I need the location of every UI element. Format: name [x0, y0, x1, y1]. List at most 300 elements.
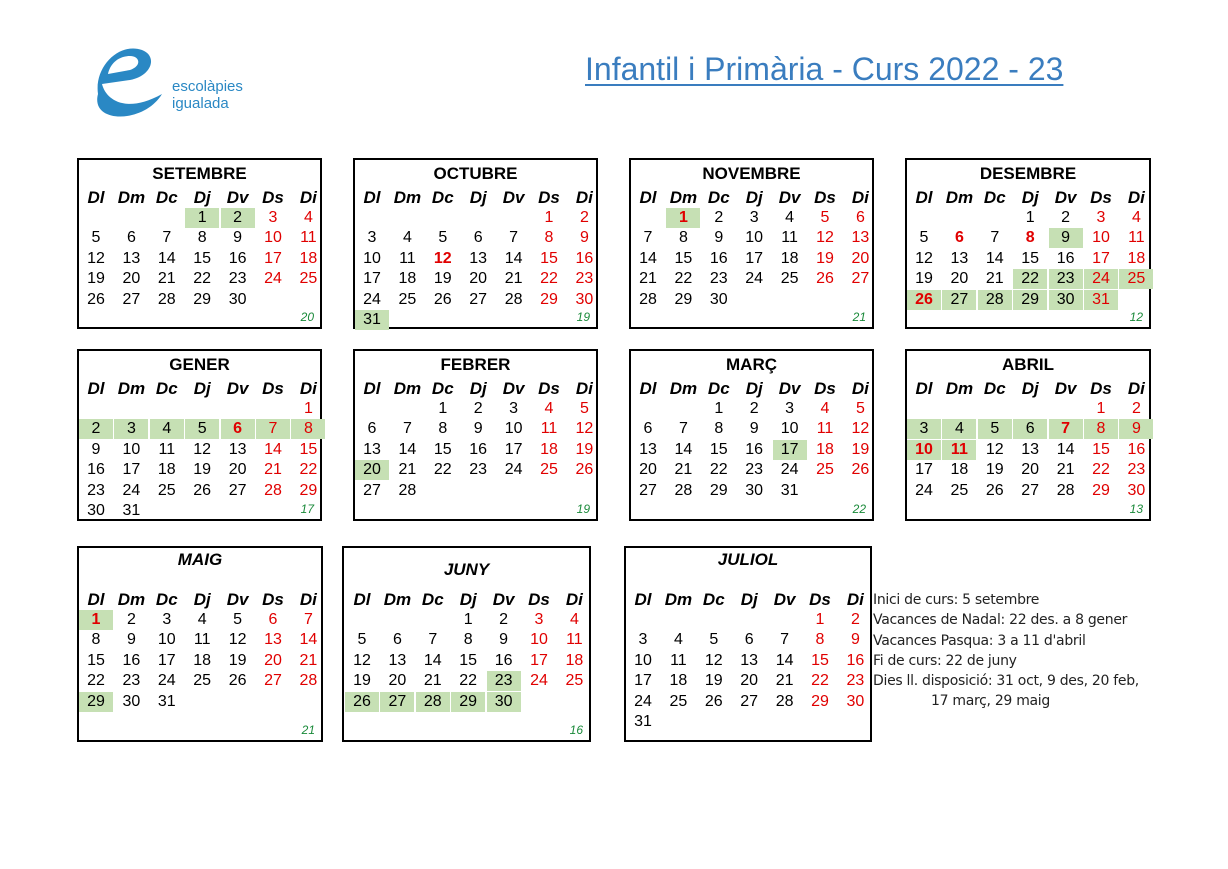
- day-cell: 23: [228, 270, 247, 288]
- school-days-count: 20: [300, 310, 314, 324]
- month-setembre: [77, 158, 322, 329]
- day-cell: 16: [745, 440, 764, 458]
- day-cell: 2: [714, 209, 724, 226]
- month-title: NOVEMBRE: [702, 164, 801, 183]
- day-header: Ds: [262, 590, 284, 609]
- day-cell: 31: [157, 692, 176, 710]
- day-cell: 25: [398, 290, 417, 308]
- day-cell: 30: [228, 290, 247, 308]
- day-cell: 21: [299, 651, 318, 669]
- day-header: Dj: [1021, 188, 1039, 207]
- day-cell: 15: [433, 440, 452, 458]
- day-cell: 23: [745, 461, 764, 479]
- day-header: Dj: [469, 188, 487, 207]
- day-cell: 6: [367, 420, 377, 438]
- day-cell: 16: [228, 249, 247, 267]
- day-cell: 10: [504, 420, 523, 438]
- day-cell: 5: [233, 611, 243, 628]
- day-cell: 25: [669, 692, 688, 710]
- day-header: Dv: [502, 188, 525, 207]
- day-cell: 21: [504, 270, 523, 288]
- day-cell: 9: [714, 229, 724, 247]
- day-cell: 28: [416, 692, 450, 712]
- day-cell: 7: [780, 631, 790, 649]
- day-cell: 21: [674, 461, 693, 479]
- day-cell: 8: [1084, 419, 1118, 439]
- day-cell: 8: [678, 229, 688, 247]
- day-header: Dm: [117, 379, 146, 398]
- day-cell: 12: [353, 651, 371, 669]
- day-cell: 13: [740, 651, 759, 669]
- day-cell: 25: [816, 461, 834, 479]
- day-cell: 8: [91, 631, 101, 649]
- month-abril: [905, 349, 1151, 521]
- month-marc: [629, 349, 874, 521]
- day-header: Dl: [915, 188, 933, 207]
- day-cell: 16: [469, 440, 488, 458]
- day-header: Dm: [669, 188, 698, 207]
- day-cell: 5: [91, 229, 101, 247]
- day-header: Dc: [155, 379, 178, 398]
- day-cell: 16: [494, 651, 513, 669]
- day-cell: 13: [264, 631, 282, 649]
- day-cell: 27: [122, 290, 141, 308]
- day-cell: 20: [264, 651, 282, 669]
- month-novembre: [629, 158, 874, 329]
- day-header: Dm: [669, 379, 698, 398]
- day-cell: 27: [363, 481, 381, 499]
- day-cell: 9: [499, 631, 509, 649]
- day-cell: 17: [1092, 249, 1110, 267]
- day-header: Dc: [983, 379, 1006, 398]
- day-cell: 5: [357, 631, 367, 649]
- day-header: Dl: [639, 379, 657, 398]
- day-cell: 6: [221, 419, 255, 439]
- day-cell: 30: [709, 290, 728, 308]
- day-header: Dj: [745, 379, 763, 398]
- day-header: Dv: [226, 590, 249, 609]
- day-cell: 26: [345, 692, 379, 712]
- day-cell: 8: [438, 420, 448, 438]
- day-cell: 17: [264, 249, 282, 267]
- day-cell: 19: [816, 249, 834, 267]
- day-cell: 23: [709, 270, 728, 288]
- day-cell: 15: [459, 651, 478, 669]
- day-cell: 24: [157, 672, 176, 690]
- day-cell: 28: [504, 290, 523, 308]
- day-cell: 4: [1131, 209, 1141, 226]
- day-cell: 29: [1092, 481, 1110, 499]
- day-cell: 23: [846, 672, 865, 690]
- day-cell: 1: [815, 611, 825, 628]
- school-days-count: 21: [301, 723, 315, 737]
- day-header: Dm: [117, 188, 146, 207]
- day-cell: 9: [1119, 419, 1153, 439]
- day-cell: 10: [907, 440, 941, 460]
- day-header: Ds: [809, 590, 831, 609]
- day-cell: 5: [438, 229, 448, 247]
- day-cell: 4: [544, 400, 554, 417]
- day-cell: 22: [540, 270, 558, 288]
- day-cell: 22: [674, 270, 693, 288]
- day-cell: 4: [569, 611, 579, 628]
- day-cell: 17: [530, 651, 548, 669]
- day-header: Dc: [155, 590, 178, 609]
- day-cell: 9: [1049, 228, 1083, 248]
- day-cell: 31: [634, 713, 652, 730]
- day-cell: 1: [1025, 209, 1035, 226]
- day-cell: 19: [228, 651, 247, 669]
- day-cell: 22: [1092, 461, 1110, 479]
- day-cell: 30: [122, 692, 141, 710]
- day-cell: 9: [579, 229, 589, 247]
- day-cell: 28: [398, 481, 417, 499]
- day-cell: 31: [780, 481, 799, 499]
- month-title: FEBRER: [440, 355, 511, 374]
- day-cell: 13: [388, 651, 407, 669]
- day-cell: 27: [228, 481, 247, 499]
- month-octubre: [353, 158, 598, 329]
- day-cell: 2: [473, 400, 483, 417]
- school-days-count: 21: [852, 310, 866, 324]
- day-header: Di: [851, 188, 869, 207]
- day-cell: 10: [122, 440, 141, 458]
- day-header: Dv: [773, 590, 796, 609]
- day-cell: 9: [749, 420, 759, 438]
- month-title: ABRIL: [1002, 355, 1054, 374]
- day-header: Dl: [87, 590, 105, 609]
- day-header: Dv: [1054, 188, 1077, 207]
- day-cell: 29: [674, 290, 693, 308]
- day-cell: 11: [300, 229, 317, 247]
- day-cell: 30: [745, 481, 764, 499]
- day-cell: 13: [363, 440, 381, 458]
- day-header: Dj: [745, 188, 763, 207]
- day-cell: 17: [634, 672, 652, 690]
- note-easter: Vacances Pasqua: 3 a 11 d'abril: [873, 632, 1086, 649]
- day-cell: 18: [157, 461, 176, 479]
- day-cell: 10: [530, 631, 548, 649]
- day-cell: 21: [398, 461, 417, 479]
- day-cell: 24: [780, 461, 799, 479]
- day-cell: 14: [1056, 440, 1075, 458]
- day-cell: 28: [157, 290, 176, 308]
- day-header: Dj: [459, 590, 477, 609]
- day-header: Di: [1127, 188, 1145, 207]
- day-cell: 23: [87, 481, 105, 499]
- day-header: Ds: [538, 188, 560, 207]
- day-cell: 7: [678, 420, 688, 438]
- note-start: Inici de curs: 5 setembre: [873, 592, 1040, 608]
- day-cell: 11: [566, 631, 583, 649]
- day-cell: 20: [950, 270, 969, 288]
- day-cell: 27: [264, 672, 282, 690]
- day-cell: 10: [634, 651, 652, 669]
- day-cell: 21: [423, 672, 442, 690]
- day-cell: 17: [363, 270, 381, 288]
- day-cell: 26: [851, 461, 870, 479]
- day-cell: 26: [228, 672, 247, 690]
- day-cell: 19: [193, 461, 212, 479]
- day-cell: 8: [815, 631, 825, 649]
- day-cell: 8: [1025, 229, 1035, 247]
- month-title: MARÇ: [726, 355, 777, 374]
- day-cell: 19: [985, 461, 1004, 479]
- day-cell: 13: [469, 249, 488, 267]
- day-cell: 11: [399, 249, 416, 267]
- day-cell: 23: [122, 672, 141, 690]
- day-cell: 3: [509, 400, 519, 417]
- day-cell: 18: [669, 672, 688, 690]
- day-cell: 12: [575, 420, 594, 438]
- day-cell: 13: [851, 229, 870, 247]
- day-cell: 14: [299, 631, 318, 649]
- day-header: Ds: [538, 379, 560, 398]
- day-header: Dl: [87, 188, 105, 207]
- school-days-count: 12: [1129, 310, 1143, 324]
- day-cell: 18: [193, 651, 212, 669]
- day-cell: 22: [459, 672, 478, 690]
- day-cell: 12: [228, 631, 247, 649]
- day-cell: 26: [704, 692, 723, 710]
- day-header: Ds: [262, 188, 284, 207]
- day-cell: 19: [851, 440, 870, 458]
- day-header: Dj: [193, 188, 211, 207]
- day-cell: 9: [473, 420, 483, 438]
- day-cell: 6: [855, 209, 865, 226]
- day-header: Dj: [469, 379, 487, 398]
- day-cell: 13: [122, 249, 141, 267]
- day-header: Dv: [778, 188, 801, 207]
- day-cell: 25: [299, 270, 318, 288]
- day-cell: 3: [749, 209, 759, 226]
- day-header: Dj: [193, 590, 211, 609]
- day-cell: 17: [157, 651, 176, 669]
- day-cell: 7: [303, 611, 313, 628]
- month-gener: [77, 349, 322, 521]
- day-cell: 14: [985, 249, 1004, 267]
- month-title: JUNY: [443, 560, 490, 579]
- day-cell: 8: [463, 631, 473, 649]
- day-cell: 1: [714, 400, 724, 417]
- day-cell: 22: [299, 461, 318, 479]
- day-cell: 28: [978, 290, 1012, 310]
- day-cell: 30: [846, 692, 865, 710]
- month-desembre: [905, 158, 1151, 329]
- month-title: DESEMBRE: [979, 164, 1077, 183]
- month-maig: [77, 546, 323, 742]
- day-cell: 26: [907, 290, 941, 310]
- day-cell: 15: [674, 249, 693, 267]
- day-cell: 20: [639, 461, 657, 479]
- day-cell: 11: [942, 440, 976, 460]
- school-days-count: 19: [576, 310, 590, 324]
- day-cell: 11: [781, 229, 798, 247]
- day-cell: 21: [157, 270, 176, 288]
- day-cell: 22: [709, 461, 728, 479]
- day-cell: 15: [709, 440, 728, 458]
- month-juny: [342, 546, 591, 742]
- day-cell: 24: [122, 481, 141, 499]
- day-cell: 19: [353, 672, 371, 690]
- day-cell: 18: [816, 440, 834, 458]
- day-cell: 29: [709, 481, 728, 499]
- day-header: Ds: [1090, 379, 1112, 398]
- day-cell: 15: [1092, 440, 1110, 458]
- day-cell: 13: [639, 440, 657, 458]
- note-christmas: Vacances de Nadal: 22 des. a 8 gener: [873, 612, 1128, 629]
- day-cell: 21: [1056, 461, 1075, 479]
- day-cell: 25: [565, 672, 584, 690]
- day-cell: 14: [674, 440, 693, 458]
- day-cell: 19: [915, 270, 933, 288]
- day-cell: 27: [851, 270, 870, 288]
- day-cell: 1: [303, 400, 313, 417]
- day-cell: 31: [122, 502, 141, 519]
- day-cell: 12: [704, 651, 723, 669]
- day-cell: 20: [851, 249, 870, 267]
- day-cell: 23: [487, 671, 521, 691]
- day-header: Dm: [393, 379, 422, 398]
- day-header: Ds: [262, 379, 284, 398]
- day-cell: 5: [820, 209, 830, 226]
- day-cell: 1: [79, 610, 113, 630]
- day-cell: 18: [780, 249, 799, 267]
- day-cell: 26: [985, 481, 1004, 499]
- day-header: Dl: [353, 590, 371, 609]
- day-cell: 3: [638, 631, 648, 649]
- day-header: Di: [846, 590, 864, 609]
- day-cell: 7: [162, 229, 172, 247]
- day-header: Dc: [707, 379, 730, 398]
- day-cell: 18: [398, 270, 417, 288]
- day-cell: 30: [1049, 290, 1083, 310]
- day-cell: 6: [268, 611, 278, 628]
- day-cell: 6: [392, 631, 402, 649]
- day-header: Dl: [915, 379, 933, 398]
- day-cell: 13: [228, 440, 247, 458]
- day-cell: 29: [299, 481, 318, 499]
- day-cell: 4: [673, 631, 683, 649]
- day-cell: 29: [540, 290, 558, 308]
- day-cell: 6: [1013, 419, 1047, 439]
- day-cell: 17: [773, 440, 807, 460]
- note-free-days: Dies ll. disposició: 31 oct, 9 des, 20 feb,: [873, 673, 1139, 690]
- day-cell: 29: [1013, 290, 1047, 310]
- day-cell: 15: [299, 440, 318, 458]
- day-cell: 7: [402, 420, 412, 438]
- day-cell: 3: [785, 400, 795, 417]
- day-cell: 6: [954, 229, 964, 247]
- day-cell: 16: [1056, 249, 1075, 267]
- day-cell: 14: [398, 440, 417, 458]
- day-header: Di: [565, 590, 583, 609]
- day-cell: 20: [388, 672, 407, 690]
- day-header: Di: [575, 188, 593, 207]
- day-cell: 20: [469, 270, 488, 288]
- day-cell: 27: [639, 481, 657, 499]
- day-cell: 5: [855, 400, 865, 417]
- day-cell: 29: [193, 290, 212, 308]
- day-cell: 2: [499, 611, 509, 628]
- day-header: Dc: [431, 379, 454, 398]
- day-cell: 12: [193, 440, 212, 458]
- day-cell: 5: [709, 631, 719, 649]
- day-cell: 13: [950, 249, 969, 267]
- day-cell: 31: [355, 310, 389, 330]
- day-cell: 7: [1049, 419, 1083, 439]
- day-header: Dm: [117, 590, 146, 609]
- day-header: Di: [299, 590, 317, 609]
- day-cell: 9: [850, 631, 860, 649]
- day-cell: 20: [740, 672, 759, 690]
- day-cell: 3: [114, 419, 148, 439]
- day-cell: 23: [1049, 269, 1083, 289]
- day-cell: 8: [714, 420, 724, 438]
- day-cell: 24: [634, 692, 652, 710]
- day-header: Ds: [1090, 188, 1112, 207]
- day-cell: 4: [303, 209, 313, 226]
- day-cell: 15: [1021, 249, 1040, 267]
- day-header: Dv: [226, 379, 249, 398]
- page-title: Infantil i Primària - Curs 2022 - 23: [585, 51, 1064, 87]
- day-header: Di: [851, 379, 869, 398]
- day-cell: 22: [1013, 269, 1047, 289]
- day-cell: 23: [575, 270, 594, 288]
- day-header: Dc: [702, 590, 725, 609]
- month-title: JULIOL: [717, 550, 779, 569]
- day-header: Dl: [87, 379, 105, 398]
- day-cell: 29: [811, 692, 829, 710]
- day-cell: 15: [87, 651, 105, 669]
- day-cell: 25: [193, 672, 212, 690]
- day-cell: 4: [402, 229, 412, 247]
- day-cell: 2: [126, 611, 136, 628]
- day-cell: 2: [221, 208, 255, 228]
- day-cell: 17: [122, 461, 141, 479]
- day-cell: 6: [473, 229, 483, 247]
- day-cell: 2: [749, 400, 759, 417]
- day-cell: 24: [264, 270, 282, 288]
- day-cell: 14: [264, 440, 282, 458]
- day-cell: 11: [540, 420, 558, 438]
- day-cell: 22: [433, 461, 452, 479]
- day-cell: 14: [775, 651, 794, 669]
- day-cell: 3: [162, 611, 172, 628]
- day-cell: 18: [1127, 249, 1146, 267]
- day-cell: 18: [950, 461, 969, 479]
- day-cell: 3: [1096, 209, 1106, 226]
- day-cell: 4: [820, 400, 830, 417]
- month-title: GENER: [169, 355, 230, 374]
- day-cell: 2: [1131, 400, 1141, 417]
- day-cell: 21: [985, 270, 1004, 288]
- day-cell: 27: [1021, 481, 1040, 499]
- day-header: Dl: [634, 590, 652, 609]
- day-cell: 12: [816, 229, 834, 247]
- day-cell: 7: [256, 419, 290, 439]
- day-cell: 21: [264, 461, 282, 479]
- school-days-count: 19: [576, 502, 590, 516]
- school-days-count: 13: [1129, 502, 1143, 516]
- day-cell: 3: [268, 209, 278, 226]
- day-cell: 24: [745, 270, 764, 288]
- day-header: Dv: [492, 590, 515, 609]
- day-cell: 1: [463, 611, 473, 628]
- day-cell: 8: [291, 419, 325, 439]
- day-cell: 1: [666, 208, 700, 228]
- day-cell: 23: [1127, 461, 1146, 479]
